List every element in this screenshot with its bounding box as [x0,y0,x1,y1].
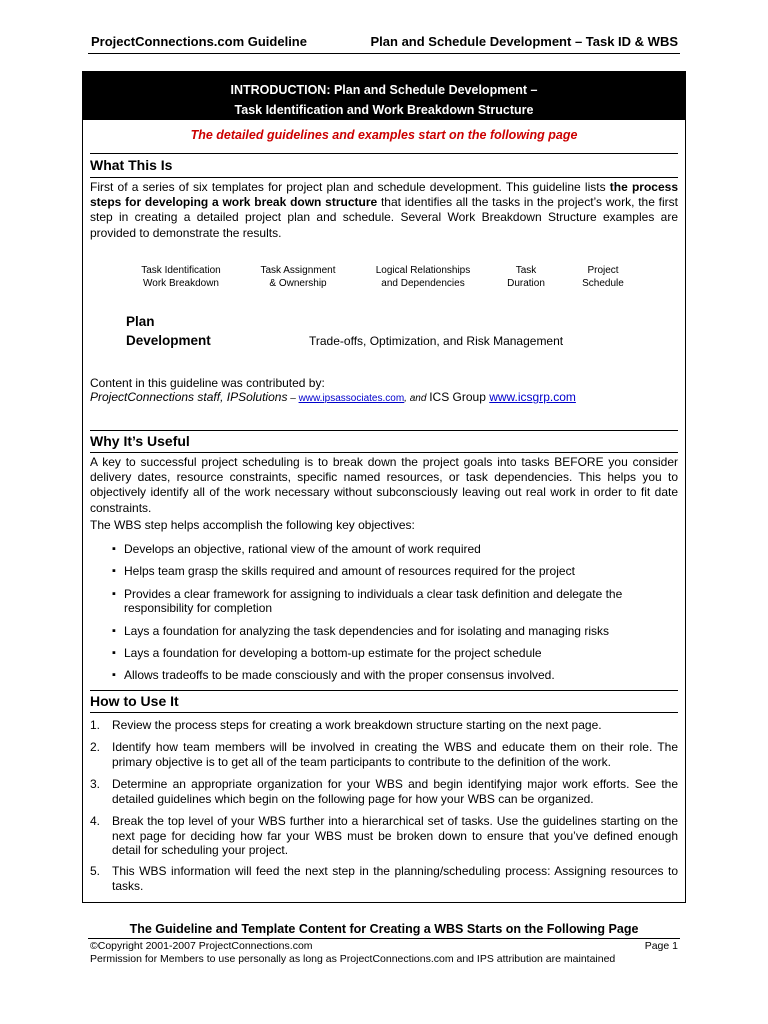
plan-development-label [126,312,211,350]
footer-rule [88,938,680,939]
step-text: This WBS information will feed the next step in the planning/scheduling process: Assigning resources to tasks. [112,864,678,893]
permission-notice: Permission for Members to use personally as long as ProjectConnections.com and IPS attribution are maintained [90,953,616,965]
what-paragraph [90,180,678,241]
banner-line-2: Task Identification and Work Breakdown Structure [234,103,534,117]
list-item: ▪ Provides a clear framework for assigning to individuals a clear task definition and delegate the responsibility for completion [114,587,674,615]
list-item: ▪ Helps team grasp the skills required and amount of resources required for the project [114,564,674,578]
intro-banner [83,72,685,120]
step-number: 3. [90,777,101,791]
step-number: 2. [90,740,101,754]
section-rule [90,690,678,691]
contrib-ics: ICS Group [429,390,490,404]
step-number: 5. [90,864,101,878]
section-rule [90,177,678,178]
list-item: ▪ Lays a foundation for analyzing the task dependencies and for isolating and managing risks [114,624,674,638]
section-rule [90,452,678,453]
running-header-left: ProjectConnections.com Guideline [91,34,307,49]
contributors [90,376,576,406]
flow-step-label: Work Breakdown [143,277,219,289]
flow-step-label: Logical Relationships [375,265,471,276]
banner-line-1: INTRODUCTION: Plan and Schedule Development – [230,83,538,97]
why-paragraph-1: A key to successful project scheduling is to break down the project goals into tasks BEFORE you consider delivery dates, resource constraints, specific named resources, or task dependencies. This helps you to objectively identify all of the work necessary without subconsciously leaving out real work in order to fit date constraints. [90,455,678,515]
contrib-dash: – [287,393,299,404]
tagline: The detailed guidelines and examples start on the following page [190,128,578,142]
section-title-why: Why It’s Useful [90,433,190,449]
step-number: 4. [90,814,101,828]
flow-step-label: Project [587,265,619,276]
plan-label-line-1: Plan [126,314,155,329]
flow-step-label: Task [515,265,537,276]
section-rule [90,430,678,431]
what-text-bold: the process steps for developing a work break down structure [90,180,678,210]
step-text: Review the process steps for creating a work breakdown structure starting on the next page. [112,718,602,732]
section-rule [90,153,678,154]
flow-step-label: Schedule [582,277,624,289]
list-item: ▪ Allows tradeoffs to be made consciously and with the proper consensus involved. [114,668,674,682]
footer-callout: The Guideline and Template Content for Creating a WBS Starts on the Following Page [129,922,639,936]
flow-step-label: & Ownership [269,277,327,289]
contrib-staff: ProjectConnections staff, IPSolutions [90,390,288,404]
list-item: ▪ Lays a foundation for developing a bottom-up estimate for the project schedule [114,646,674,660]
why-paragraph-2: The WBS step helps accomplish the following key objectives: [90,518,415,532]
step-text: Break the top level of your WBS further into a hierarchical set of tasks. Use the guidelines starting on the next page for deciding how far your WBS must be broken down to ensure that you’ve defined enough detail for scheduling your project. [112,814,678,858]
section-title-what: What This Is [90,157,173,173]
ics-link[interactable]: www.icsgrp.com [489,390,576,404]
flow-step-label: Duration [507,277,545,289]
header-rule [88,53,680,54]
list-item: ▪ Develops an objective, rational view of the amount of work required [114,542,674,556]
flow-step-1 [128,265,234,290]
flow-step-label: Task Identification [141,265,221,276]
contrib-intro: Content in this guideline was contributed by: [90,376,325,390]
flow-step-2 [248,265,348,290]
step-number: 1. [90,718,101,732]
page-number: Page 1 [644,940,678,952]
what-text-a: First of a series of six templates for project plan and schedule development. This guideline lists [90,180,610,194]
flow-step-label: Task Assignment [260,265,336,276]
flow-step-5 [572,265,634,290]
contrib-and: , and [404,393,430,404]
running-header-right: Plan and Schedule Development – Task ID & WBS [370,34,678,49]
tradeoffs-label: Trade-offs, Optimization, and Risk Management [309,334,564,348]
step-text: Identify how team members will be involved in creating the WBS and educate them on their role. The primary objective is to get all of the team participants to contribute to the definition of the work. [112,740,678,769]
section-rule [90,712,678,713]
flow-step-4 [496,265,556,290]
copyright: ©Copyright 2001-2007 ProjectConnections.com [90,940,313,952]
flow-step-label: and Dependencies [381,277,465,289]
flow-step-3 [364,265,482,290]
step-text: Determine an appropriate organization for your WBS and begin identifying major work efforts. See the detailed guidelines which begin on the following page for how your WBS can be organized. [112,777,678,806]
contrib-line [90,390,576,406]
what-text-b: that identifies all the tasks in the project’s work, the first step in creating a detailed project plan and schedule. Several Work Breakdown Structure examples are provided to demonstrate the results. [90,195,679,240]
ips-link[interactable]: www.ipsassociates.com [298,393,405,404]
plan-label-line-2: Development [126,333,211,348]
section-title-how: How to Use It [90,693,179,709]
